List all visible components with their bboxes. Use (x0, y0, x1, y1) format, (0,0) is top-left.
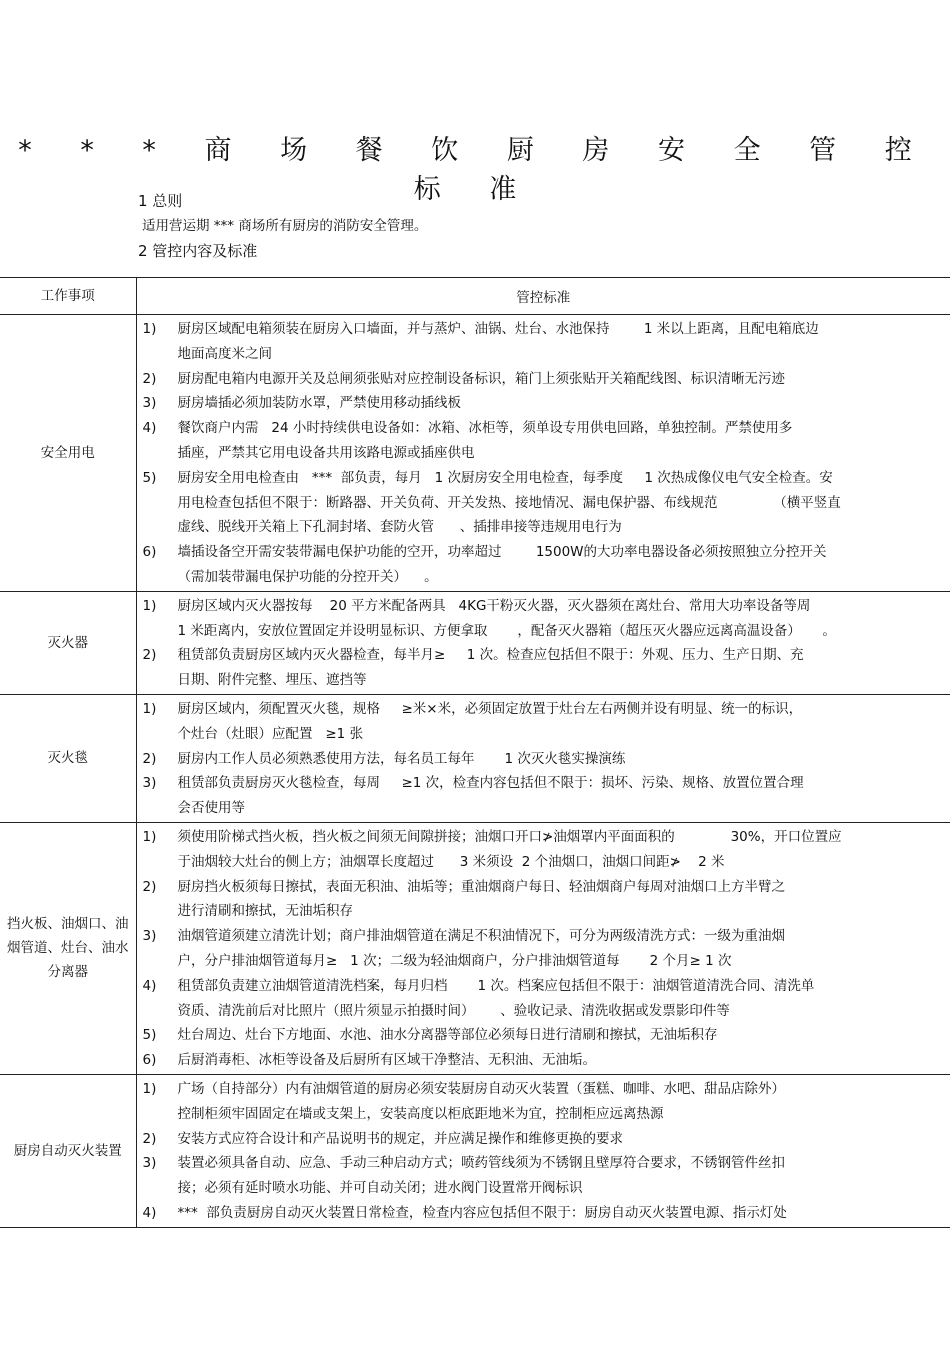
item-text: 广场（自持部分）内有油烟管道的厨房必须安装厨房自动灭火装置（蛋糕、咖啡、水吧、甜品店除外） 控制柜须牢固固定在墙或支架上，安装高度以柜底距地米为宜，控制柜应远离热源 (177, 1080, 785, 1122)
control-standards-table (0, 277, 950, 1228)
list-item (137, 594, 950, 644)
item-number: 2) (142, 647, 157, 664)
item-text: 灶台周边、灶台下方地面、水池、油水分离器等部位必须每日进行清刷和擦拭，无油垢积存 (177, 1027, 718, 1044)
list-item (137, 924, 950, 974)
list-item (137, 466, 950, 540)
row-standards (136, 1074, 950, 1227)
item-text: *** 部负责厨房自动灭火装置日常检查，检查内容应包括但不限于：厨房自动灭火装置电源、指示灯处 (177, 1204, 787, 1221)
item-number: 6) (142, 1052, 157, 1069)
item-number: 1) (142, 597, 157, 614)
row-standards (136, 694, 950, 822)
item-text: 须使用阶梯式挡火板，挡火板之间须无间隙拼接；油烟口开口≯油烟罩内平面面积的 30%，开口位置应 于油烟较大灶台的侧上方；油烟罩长度超过 3 米须设 2 个油烟口，油烟口间距≯ 2 米 (177, 828, 842, 870)
item-text: 厨房墙插必须加装防水罩，严禁使用移动插线板 (177, 395, 461, 412)
item-text: 油烟管道须建立清洗计划；商户排油烟管道在满足不积油情况下，可分为两级清洗方式：一级为重油烟 户，分户排油烟管道每月≥ 1 次；二级为轻油烟商户，分户排油烟管道每 2 个月≥ 1 次 (177, 928, 785, 969)
document-title: * * * 商 场 餐 饮 厨 房 安 全 管 控 标 准 (18, 135, 932, 205)
item-number: 5) (142, 469, 157, 486)
item-number: 2) (142, 878, 157, 895)
item-text: 厨房内工作人员必须熟悉使用方法，每名员工每年 1 次灭火毯实操演练 (177, 750, 626, 767)
item-number: 2) (142, 750, 157, 767)
table-row (0, 1074, 950, 1227)
row-standards (136, 591, 950, 694)
list-item (137, 1127, 950, 1152)
item-number: 3) (142, 775, 157, 792)
list-item (137, 875, 950, 925)
item-text: 厨房区域内灭火器按每 20 平方米配备两具 4KG干粉灭火器，灭火器须在离灶台、常用大功率设备等周 1 米距离内，安放位置固定并设明显标识、方便拿取 ，配备灭火器箱（超压灭火器应远离高温设备） 。 (177, 597, 836, 639)
table-row (0, 694, 950, 822)
item-number: 3) (142, 928, 157, 945)
list-item (137, 825, 950, 875)
item-text: 后厨消毒柜、冰柜等设备及后厨所有区域干净整洁、无积油、无油垢。 (177, 1052, 596, 1069)
item-text: 厨房区域内，须配置灭火毯，规格 ≥米×米，必须固定放置于灶台左右两侧并设有明显、统一的标识， 个灶台（灶眼）应配置 ≥1 张 (177, 700, 803, 742)
item-text: 厨房配电箱内电源开关及总闸须张贴对应控制设备标识，箱门上须张贴开关箱配线图、标识清晰无污迹 (177, 370, 785, 387)
section-1-text: 适用营运期 *** 商场所有厨房的消防安全管理。 (142, 218, 428, 234)
table-row (0, 822, 950, 1074)
section-1-heading: 1 总则 (138, 192, 183, 210)
list-item (137, 1023, 950, 1048)
row-standards (136, 315, 950, 592)
list-item (137, 1151, 950, 1201)
item-number: 3) (142, 395, 157, 412)
row-standards (136, 822, 950, 1074)
section-2-heading: 2 管控内容及标准 (138, 242, 258, 260)
list-item (137, 1077, 950, 1127)
row-category: 灭火毯 (0, 694, 136, 822)
list-item (137, 643, 950, 693)
item-text: 墙插设备空开需安装带漏电保护功能的空开，功率超过 1500W的大功率电器设备必须按照独立分控开关 （需加装带漏电保护功能的分控开关） 。 (177, 544, 827, 585)
table-row (0, 315, 950, 592)
item-number: 4) (142, 977, 157, 994)
list-item (137, 1048, 950, 1073)
row-category: 厨房自动灭火装置 (0, 1074, 136, 1227)
list-item (137, 974, 950, 1024)
list-item (137, 747, 950, 772)
item-number: 5) (142, 1027, 157, 1044)
item-number: 1) (142, 700, 157, 717)
list-item (137, 317, 950, 367)
item-number: 1) (142, 321, 157, 337)
item-number: 2) (142, 370, 157, 387)
table-header-row (0, 278, 950, 315)
table-body (0, 315, 950, 1228)
row-category: 安全用电 (0, 315, 136, 592)
list-item (137, 1201, 950, 1226)
header-control-standard: 管控标准 (136, 278, 950, 315)
item-number: 4) (142, 1204, 157, 1221)
item-number: 6) (142, 544, 157, 561)
item-number: 4) (142, 420, 157, 437)
row-category: 灭火器 (0, 591, 136, 694)
item-text: 装置必须具备自动、应急、手动三种启动方式；喷药管线须为不锈钢且壁厚符合要求，不锈钢管件丝扣 接；必须有延时喷水功能、并可自动关闭；进水阀门设置常开阀标识 (177, 1155, 785, 1197)
table-row (0, 591, 950, 694)
item-text: 租赁部负责建立油烟管道清洗档案，每月归档 1 次。档案应包括但不限于：油烟管道清洗合同、清洗单 资质、清洗前后对比照片（照片须显示拍摄时间） 、验收记录、清洗收据或发票影印件等 (177, 977, 815, 1019)
item-text: 安装方式应符合设计和产品说明书的规定，并应满足操作和维修更换的要求 (177, 1130, 623, 1147)
list-item (137, 540, 950, 590)
item-text: 租赁部负责厨房区域内灭火器检查，每半月≥ 1 次。检查应包括但不限于：外观、压力、生产日期、充 日期、附件完整、埋压、遮挡等 (177, 647, 804, 689)
item-text: 租赁部负责厨房灭火毯检查，每周 ≥1 次，检查内容包括但不限于：损坏、污染、规格、放置位置合理 会否使用等 (177, 775, 804, 817)
item-text: 厨房区域配电箱须装在厨房入口墙面，并与蒸炉、油锅、灶台、水池保持 1 米以上距离，且配电箱底边 地面高度米之间 (177, 321, 819, 362)
item-number: 1) (142, 828, 157, 845)
list-item (137, 771, 950, 821)
item-number: 2) (142, 1130, 157, 1147)
item-text: 厨房挡火板须每日擦拭，表面无积油、油垢等；重油烟商户每日、轻油烟商户每周对油烟口上方半臂之 进行清刷和擦拭，无油垢积存 (177, 878, 785, 920)
row-category: 挡火板、油烟口、油烟管道、灶台、油水分离器 (0, 822, 136, 1074)
item-number: 3) (142, 1155, 157, 1172)
list-item (137, 367, 950, 392)
item-text: 厨房安全用电检查由 *** 部负责，每月 1 次厨房安全用电检查，每季度 1 次热成像仪电气安全检查。安 用电检查包括但不限于：断路器、开关负荷、开关发热、接地情况、漏电保护器、布线规范 （横平竖直 虚线、脱线开关箱上下孔洞封堵、套防火管 、插排串接等违规用电行为 (177, 469, 841, 536)
item-text: 餐饮商户内需 24 小时持续供电设备如：冰箱、冰柜等，须单设专用供电回路，单独控制。严禁使用多 插座，严禁其它用电设备共用该路电源或插座供电 (177, 420, 793, 461)
list-item (137, 391, 950, 416)
list-item (137, 697, 950, 747)
list-item (137, 416, 950, 466)
item-number: 1) (142, 1080, 157, 1097)
header-work-item: 工作事项 (0, 278, 136, 315)
